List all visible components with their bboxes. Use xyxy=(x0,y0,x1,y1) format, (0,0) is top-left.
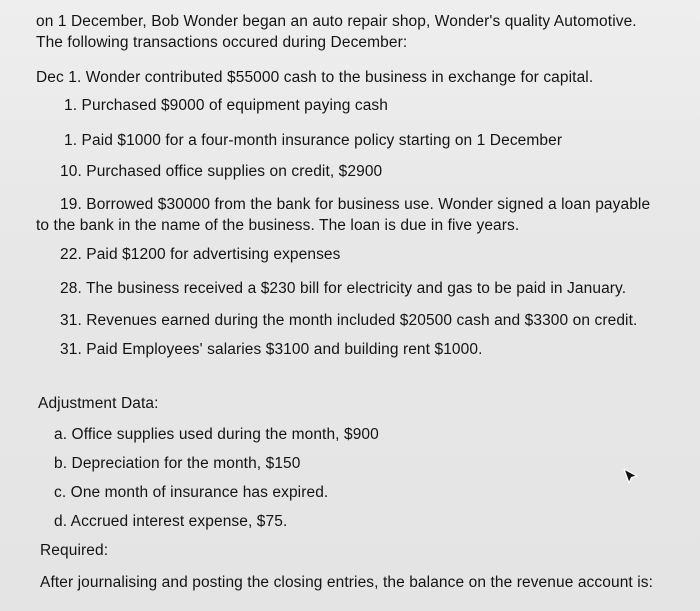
adjustment-b: b. Depreciation for the month, $150 xyxy=(54,455,301,472)
transaction-loan-line-1: 19. Borrowed $30000 from the bank for business use. Wonder signed a loan payable xyxy=(60,196,651,213)
transaction-advertising: 22. Paid $1200 for advertising expenses xyxy=(60,246,341,263)
adjustment-c: c. One month of insurance has expired. xyxy=(54,484,329,501)
transaction-supplies: 10. Purchased office supplies on credit, $2900 xyxy=(60,163,383,180)
intro-line-2: The following transactions occured during December: xyxy=(36,34,408,51)
required-question: After journalising and posting the closing entries, the balance on the revenue account is: xyxy=(40,574,654,591)
transaction-loan-line-2: to the bank in the name of the business. The loan is due in five years. xyxy=(36,217,520,234)
transaction-insurance: 1. Paid $1000 for a four-month insurance policy starting on 1 December xyxy=(64,132,563,149)
adjustment-a: a. Office supplies used during the month, $900 xyxy=(54,426,379,443)
required-heading: Required: xyxy=(40,542,109,559)
transaction-revenues: 31. Revenues earned during the month included $20500 cash and $3300 on credit. xyxy=(60,312,638,329)
transaction-electricity: 28. The business received a $230 bill for electricity and gas to be paid in January. xyxy=(60,280,627,297)
transaction-dec1-capital: Dec 1. Wonder contributed $55000 cash to the business in exchange for capital. xyxy=(36,69,594,86)
adjustment-d: d. Accrued interest expense, $75. xyxy=(54,513,288,530)
transaction-salaries: 31. Paid Employees' salaries $3100 and building rent $1000. xyxy=(60,341,483,358)
intro-line-1: on 1 December, Bob Wonder began an auto repair shop, Wonder's quality Automotive. xyxy=(36,13,637,30)
adjustment-heading: Adjustment Data: xyxy=(38,395,159,412)
mouse-pointer-icon xyxy=(622,467,640,487)
transaction-equipment: 1. Purchased $9000 of equipment paying cash xyxy=(64,97,388,114)
